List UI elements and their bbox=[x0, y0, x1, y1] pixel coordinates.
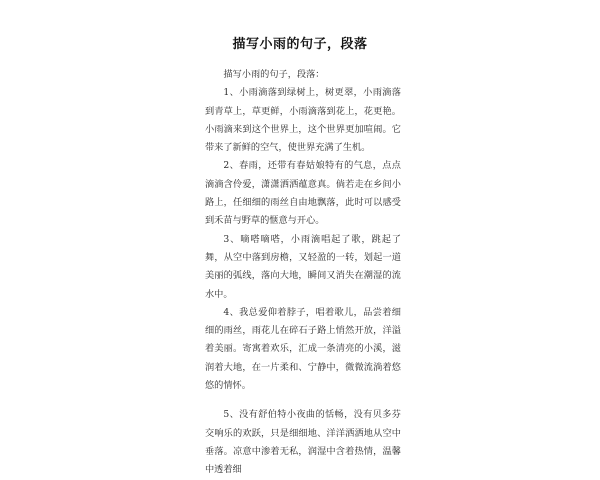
intro-line: 描写小雨的句子，段落： bbox=[223, 69, 325, 80]
document-body bbox=[205, 66, 401, 480]
paragraph-4: 4、我总爱仰着脖子，唱着歌儿，品尝着细细的雨丝，雨花儿在碎石子路上悄然开放，洋溢着美丽。寄寓着欢乐，汇成一条清亮的小溪，滋润着大地，在一片柔和、宁静中，微微流淌着悠悠的情怀。 bbox=[205, 306, 401, 392]
paragraph-3: 3、嘀嗒嘀嗒，小雨滴唱起了歌，跳起了舞，从空中落到房檐，又轻盈的一转，划起一道美丽的弧线，落向大地，瞬间又消失在潮湿的流水中。 bbox=[205, 233, 401, 300]
document-title: 描写小雨的句子，段落 bbox=[232, 37, 368, 52]
paragraph-5: 5、没有舒伯特小夜曲的恬畅，没有贝多芬交响乐的欢跃，只是细细地、洋洋洒洒地从空中垂落。凉意中渗着无私，润湿中含着热情，温馨中透着细 bbox=[205, 409, 401, 476]
paragraph-2: 2、春雨，还带有春姑娘特有的气息，点点滴滴含伶爱，潇潇洒洒蕴意真。倘若走在乡间小路上，任细细的雨丝自由地飘落，此时可以感受到禾苗与野草的惬意与开心。 bbox=[205, 160, 401, 227]
paragraph-1: 1、小雨滴落到绿树上，树更翠，小雨滴落到青草上，草更鲜，小雨滴落到花上，花更艳。小雨滴来到这个世界上，这个世界更加喧闹。它带来了新鲜的空气，使世界充满了生机。 bbox=[205, 87, 401, 154]
